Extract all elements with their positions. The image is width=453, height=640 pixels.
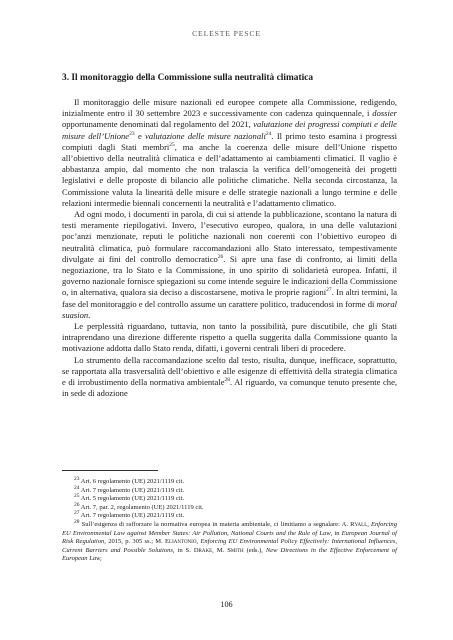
paragraph <box>62 97 397 209</box>
footnote <box>62 484 397 496</box>
italic-text: Enforcing EU Environmental Policy Effectively: International Influences, Current Barriers and Possible Solutions <box>62 538 397 554</box>
italic-text: Enforcing EU Environmental Law against Member States: Air Pollution, National Courts and the Rule of Law <box>62 520 397 537</box>
text-run: . Si apre una fase di confronto, ai limiti della negoziazione, tra lo Stato e la Commissione, in uno spirito di solidarietà europea. Infatti, il governo nazionale fornisce spiegazioni su come intende seguire le indicazioni della Commissione o, in alternativa, qualora sia deciso a discostarsene, motiva le proprie ragioni <box>62 253 397 298</box>
footnote-ref: 23 <box>129 130 135 137</box>
running-head: CELESTE PESCE <box>192 29 261 38</box>
footnote <box>62 475 397 487</box>
body-text <box>62 97 397 399</box>
paragraph <box>62 321 397 355</box>
footnote-separator <box>62 470 158 471</box>
text-run: Art. 5 regolamento (UE) 2021/1119 cit. <box>79 495 185 503</box>
author-name: Drake <box>193 546 213 554</box>
footnote-ref: 28 <box>74 518 80 525</box>
italic-text: New Directions in the Effective Enforcement of European Law, <box>62 546 398 563</box>
italic-text: European Journal of Risk Regulation <box>62 529 397 546</box>
footnote-ref: 24 <box>74 484 80 491</box>
footnote <box>62 512 397 521</box>
section-title: 3. Il monitoraggio della Commissione sulla neutralità climatica <box>62 73 314 83</box>
text-run: , 2015, p. 305 ss.; M. <box>104 538 166 546</box>
footnote-ref: 24 <box>265 130 272 137</box>
text-run: Lo strumento della raccomandazione scelto dal testo, risulta, dunque, inefficace, soprattutto, se rapportata alla trasversalità dell’obiettivo e alle esigenze di effettività della strategia climatica e di irrobustimento della normativa ambientale <box>62 354 397 388</box>
author-name: Eliantonio <box>165 538 197 546</box>
footnote-ref: 28 <box>224 377 231 384</box>
italic-text: dossier <box>372 108 397 119</box>
paragraph <box>62 209 397 321</box>
text-run: (eds.), <box>243 546 266 554</box>
text-run: . In altri termini, la fase del monitoraggio e del controllo assume un carattere politico, traducendosi in forme di <box>62 287 398 309</box>
text-run: Art. 7 regolamento (UE) 2021/1119 cit. <box>79 486 185 494</box>
text-run: Art. 6 regolamento (UE) 2021/1119 cit. <box>79 478 185 485</box>
author-name: Ryall <box>350 520 368 528</box>
author-name: Smith <box>227 546 244 554</box>
text-run: e <box>134 130 146 141</box>
italic-text: valutazione delle misure nazionali <box>145 130 266 141</box>
footnote-ref: 27 <box>326 287 332 294</box>
footnote-ref: 26 <box>74 501 80 508</box>
footnote-ref: 26 <box>217 254 224 260</box>
text-run: . Il primo testo esamina i progressi compiuti dagli Stati membri <box>62 130 397 152</box>
text-run: . Al riguardo, va comunque tenuto presente che, in sede di adozione <box>62 377 397 399</box>
footnote-ref: 25 <box>169 141 175 148</box>
text-run: Art. 7, par. 2, regolamento (UE) 2021/1119 cit. <box>79 503 204 511</box>
footnote <box>62 518 398 564</box>
italic-text: moral suasion <box>62 298 397 320</box>
footnote-ref: 25 <box>74 493 80 500</box>
text-run: , in S. <box>172 546 194 554</box>
text-run: , ma anche la coerenza delle misure dell’Unione rispetto all’obiettivo della neutralità climatica e dell’adattamento ai cambiamenti climatici. Il vaglio è abbastanza ampio, dal momento che non tralascia la verifica dell’omogeneità dei progetti legislativi e delle proposte di bilancio alle politiche climatiche. Nella seconda circostanza, la Commissione valuta la linearità delle misure e delle strategie nazionali a lungo termine e delle relazioni intermedie biennali concernenti la neutralità e l’adattamento climatico. <box>62 141 397 208</box>
text-run: , <box>367 520 372 528</box>
page-number: 106 <box>220 600 233 609</box>
text-run: Ad ogni modo, i documenti in parola, di cui si attende la pubblicazione, scontano la natura di testi meramente riepilogativi. Invero, l’esecutivo europeo, qualora, in una delle valutazioni poc’anzi menzionate, reputi le politiche nazionali non coerenti con l’obiettivo europeo di neutralità climatica, può formulare raccomandazioni allo Stato interessato, tempestivamente divulgate ai fini del controllo democratico <box>62 209 397 264</box>
text-run: , in <box>330 529 342 537</box>
footnote-ref: 23 <box>74 475 80 482</box>
text-run: Le perplessità riguardano, tuttavia, non tanto la possibilità, pure discutibile, che gli Stati intraprendano una direzione differente rispetto a quella suggerita dalla Commissione quanto la motivazione addotta dallo Stato renda, difatti, i governi centrali liberi di procedere. <box>62 321 397 354</box>
footnote-ref: 27 <box>74 510 80 517</box>
text-run: Sull’esigenza di rafforzare la normativa europea in materia ambientale, ci limitiamo a segnalare: A. <box>79 520 351 528</box>
italic-text: valutazione dei progressi compiuti e delle misure dell’Unione <box>62 119 397 141</box>
text-run: , <box>196 538 201 546</box>
text-run: . <box>88 309 91 320</box>
text-run: Art. 7 regolamento (UE) 2021/1119 cit. <box>79 512 185 520</box>
text-run: opportunamente denominati dal regolamento del 2021, <box>62 119 254 130</box>
text-run: , M. <box>212 546 228 554</box>
text-run: Il monitoraggio delle misure nazionali ed europee compete alla Commissione, redigendo, inizialmente entro il 30 settembre 2023 e successivamente con cadenza quinquennale, i <box>62 97 397 119</box>
paragraph <box>62 355 397 400</box>
footnote <box>62 495 397 504</box>
footnotes <box>62 475 398 564</box>
